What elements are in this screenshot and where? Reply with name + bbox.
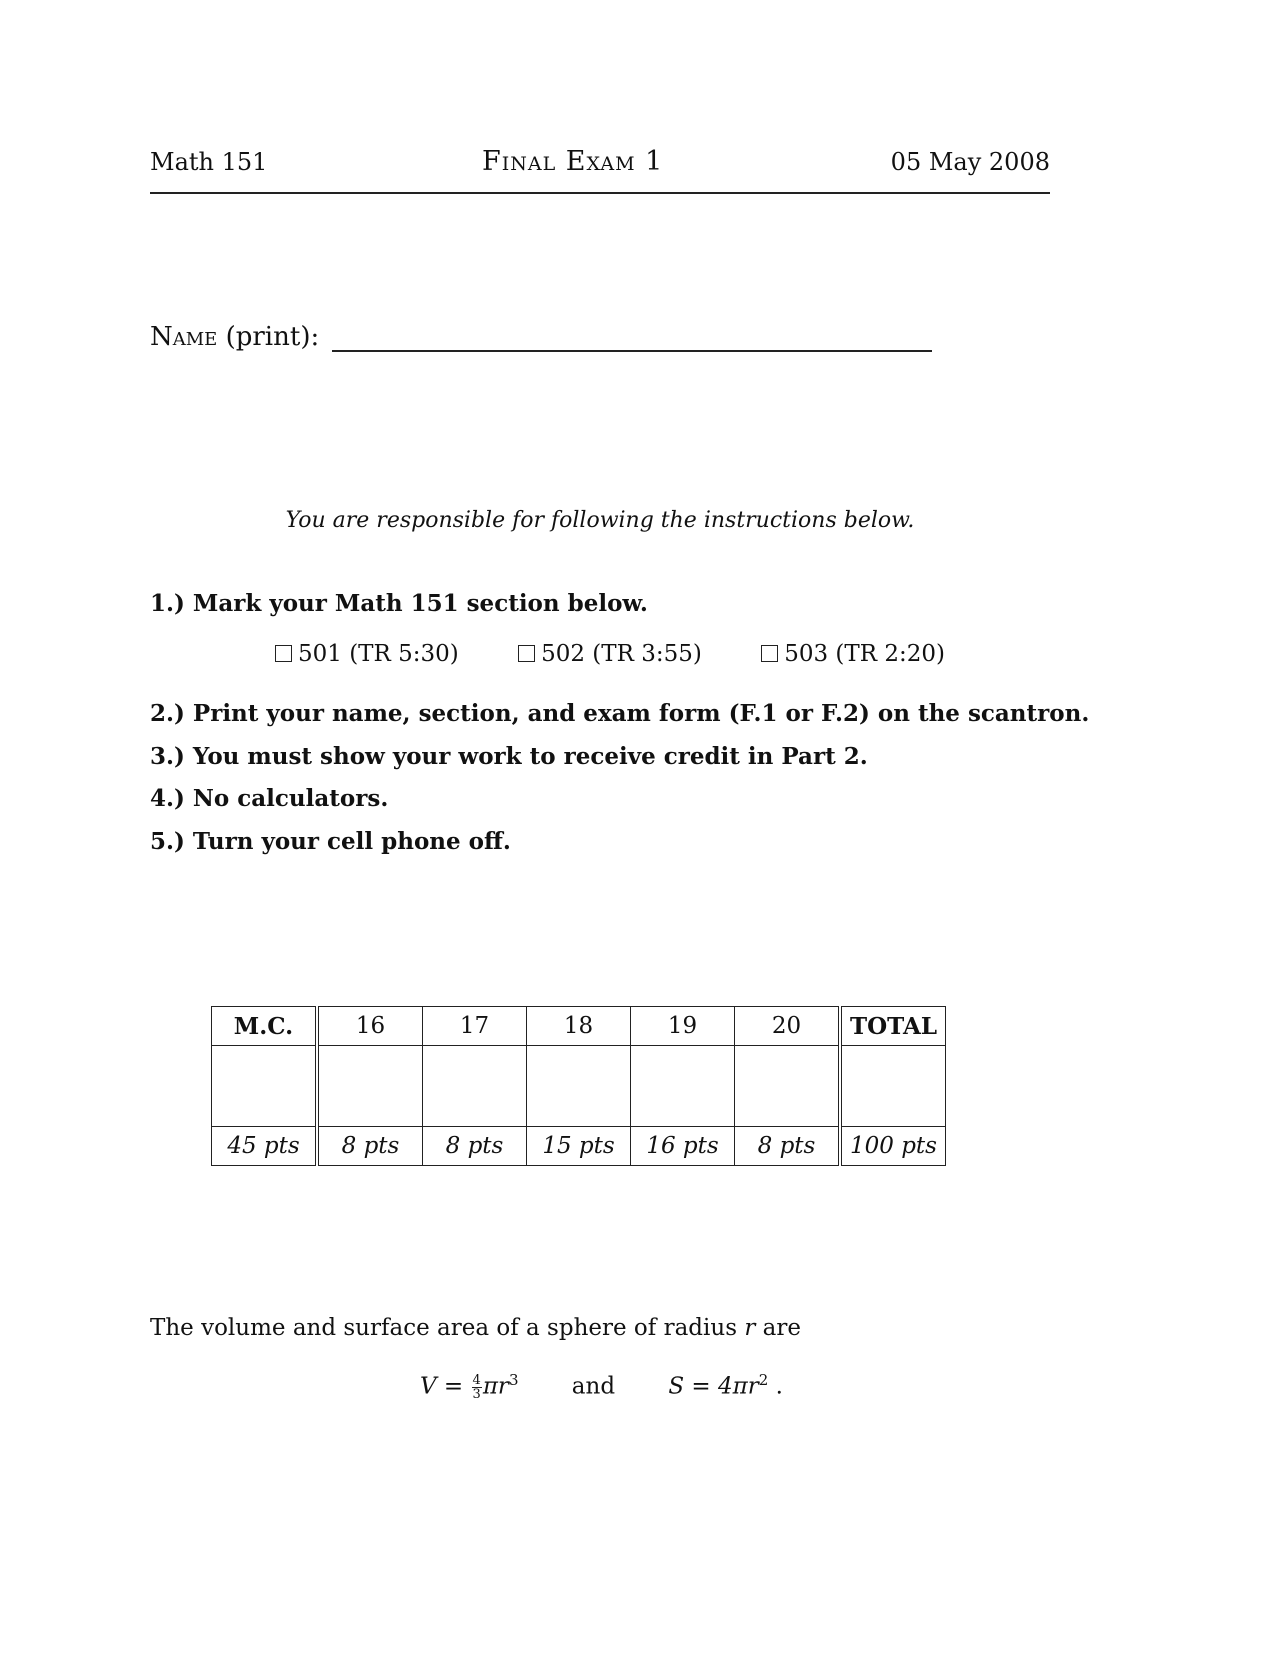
instruction-2: 2.) Print your name, section, and exam form (F.1 or F.2) on the scantron. xyxy=(150,700,1090,727)
score-points-cell: 45 pts xyxy=(212,1127,318,1166)
instruction-1: 1.) Mark your Math 151 section below. xyxy=(150,590,648,617)
score-points-row xyxy=(212,1127,946,1166)
formula-end: . xyxy=(768,1373,783,1400)
radius-variable: r xyxy=(744,1315,756,1341)
exam-date: 05 May 2008 xyxy=(890,148,1050,176)
section-option-501[interactable] xyxy=(275,640,459,668)
sphere-intro xyxy=(150,1314,801,1342)
score-header-cell: 17 xyxy=(423,1007,527,1046)
sphere-intro-b: are xyxy=(755,1315,801,1341)
equals-sign: = xyxy=(684,1373,719,1400)
score-entry-cell[interactable] xyxy=(631,1046,735,1127)
score-table xyxy=(211,1006,946,1166)
surface-exponent: 2 xyxy=(758,1371,769,1389)
section-option-503[interactable] xyxy=(761,640,945,668)
instruction-5: 5.) Turn your cell phone off. xyxy=(150,828,511,855)
checkbox-icon[interactable] xyxy=(761,645,778,662)
score-header-cell: TOTAL xyxy=(840,1007,946,1046)
checkbox-icon[interactable] xyxy=(275,645,292,662)
fraction-denominator: 3 xyxy=(472,1387,481,1403)
section-options xyxy=(275,640,997,668)
score-points-cell: 15 pts xyxy=(527,1127,631,1166)
fraction xyxy=(472,1374,482,1401)
section-option-502[interactable] xyxy=(518,640,702,668)
exam-title: Final Exam 1 xyxy=(482,146,664,177)
score-entry-cell[interactable] xyxy=(212,1046,318,1127)
section-label: 501 (TR 5:30) xyxy=(298,641,459,667)
volume-exponent: 3 xyxy=(508,1371,519,1389)
and-word: and xyxy=(571,1373,616,1400)
score-header-row xyxy=(212,1007,946,1046)
section-label: 502 (TR 3:55) xyxy=(541,641,702,667)
surface-rhs: 4πr xyxy=(718,1373,759,1400)
score-entry-cell[interactable] xyxy=(840,1046,946,1127)
instruction-3: 3.) You must show your work to receive credit in Part 2. xyxy=(150,743,868,770)
volume-rhs: πr xyxy=(482,1373,509,1400)
score-entry-cell[interactable] xyxy=(527,1046,631,1127)
score-entry-cell[interactable] xyxy=(317,1046,423,1127)
equals-sign: = xyxy=(436,1373,471,1400)
name-label-caps: Name xyxy=(150,322,218,352)
score-points-cell: 8 pts xyxy=(423,1127,527,1166)
score-entry-row xyxy=(212,1046,946,1127)
instruction-4: 4.) No calculators. xyxy=(150,785,389,812)
score-header-cell: 16 xyxy=(317,1007,423,1046)
score-points-cell: 8 pts xyxy=(735,1127,841,1166)
name-label-rest: (print): xyxy=(217,322,320,352)
score-points-cell: 8 pts xyxy=(317,1127,423,1166)
score-header-cell: M.C. xyxy=(212,1007,318,1046)
sphere-formulas xyxy=(420,1366,783,1401)
course-name: Math 151 xyxy=(150,148,268,176)
name-blank-line[interactable] xyxy=(332,350,932,352)
score-entry-cell[interactable] xyxy=(735,1046,841,1127)
score-entry-cell[interactable] xyxy=(423,1046,527,1127)
fraction-numerator: 4 xyxy=(472,1373,481,1389)
surface-symbol: S xyxy=(668,1373,685,1400)
header-rule xyxy=(150,192,1050,194)
section-label: 503 (TR 2:20) xyxy=(784,641,945,667)
sphere-intro-a: The volume and surface area of a sphere of radius xyxy=(150,1315,745,1341)
checkbox-icon[interactable] xyxy=(518,645,535,662)
score-points-cell: 16 pts xyxy=(631,1127,735,1166)
score-points-cell: 100 pts xyxy=(840,1127,946,1166)
score-header-cell: 19 xyxy=(631,1007,735,1046)
volume-symbol: V xyxy=(420,1373,437,1400)
instructions-notice: You are responsible for following the instructions below. xyxy=(285,508,915,533)
score-header-cell: 18 xyxy=(527,1007,631,1046)
name-label xyxy=(150,322,319,352)
score-header-cell: 20 xyxy=(735,1007,841,1046)
